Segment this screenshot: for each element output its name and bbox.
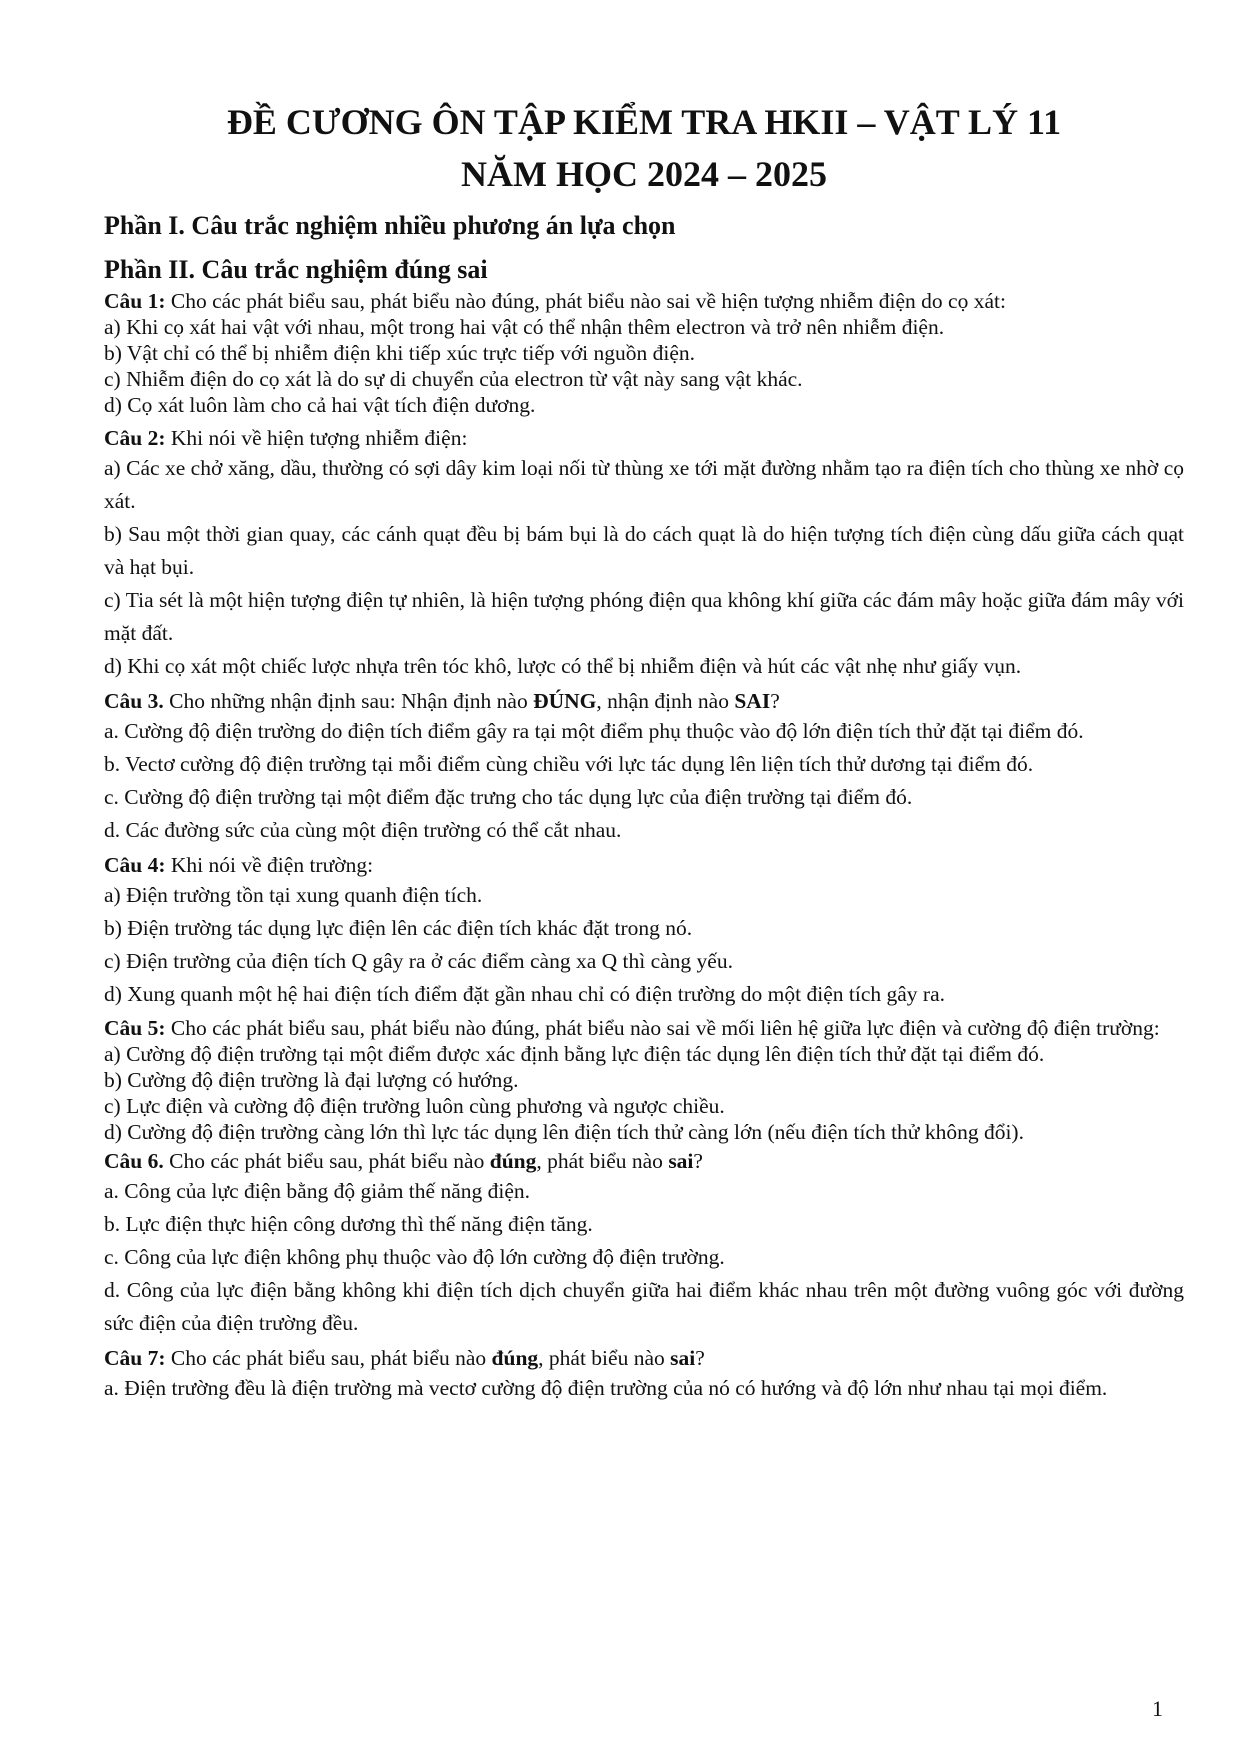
- question-3-option-a: a. Cường độ điện trường do điện tích điểm gây ra tại một điểm phụ thuộc vào độ lớn điện tích thử đặt tại điểm đó.: [104, 719, 1084, 743]
- question-2-label: Câu 2:: [104, 426, 166, 450]
- question-2-option-c: c) Tia sét là một hiện tượng điện tự nhiên, là hiện tượng phóng điện qua không khí giữa các đám mây hoặc giữa đám mây với mặt đất.: [104, 588, 1184, 645]
- question-5-label: Câu 5:: [104, 1016, 166, 1040]
- question-2: [104, 424, 1184, 683]
- question-3-emphasis-true: ĐÚNG: [533, 689, 597, 713]
- question-4-label: Câu 4:: [104, 853, 166, 877]
- question-3-label: Câu 3.: [104, 689, 164, 713]
- question-1-label: Câu 1:: [104, 289, 166, 313]
- question-6-label: Câu 6.: [104, 1149, 164, 1173]
- question-3-emphasis-false: SAI: [734, 689, 771, 713]
- question-5-text: Cho các phát biểu sau, phát biểu nào đúng, phát biểu nào sai về mối liên hệ giữa lực điện và cường độ điện trường:: [165, 1016, 1160, 1040]
- question-6-option-b: b. Lực điện thực hiện công dương thì thế năng điện tăng.: [104, 1212, 593, 1236]
- question-7-stem: [104, 1344, 1184, 1372]
- question-5-stem: [104, 1015, 1184, 1041]
- question-7-text-end: ?: [695, 1346, 705, 1370]
- question-1-text: Cho các phát biểu sau, phát biểu nào đúng, phát biểu nào sai về hiện tượng nhiễm điện do cọ xát:: [165, 289, 1006, 313]
- question-3: [104, 687, 1184, 847]
- question-6-text-end: ?: [693, 1149, 703, 1173]
- question-6-text: Cho các phát biểu sau, phát biểu nào: [163, 1149, 490, 1173]
- question-7-label: Câu 7:: [104, 1346, 166, 1370]
- question-4-option-b: b) Điện trường tác dụng lực điện lên các điện tích khác đặt trong nó.: [104, 916, 693, 940]
- question-2-stem: [104, 424, 1184, 452]
- question-1-option-b: b) Vật chỉ có thể bị nhiễm điện khi tiếp xúc trực tiếp với nguồn điện.: [104, 341, 696, 365]
- question-7-emphasis-true: đúng: [491, 1346, 539, 1370]
- question-6-option-a: a. Công của lực điện bằng độ giảm thế năng điện.: [104, 1179, 531, 1203]
- question-5-option-a: a) Cường độ điện trường tại một điểm được xác định bằng lực điện tác dụng lên điện tích thử đặt tại điểm đó.: [104, 1042, 1045, 1066]
- question-6-option-c: c. Công của lực điện không phụ thuộc vào độ lớn cường độ điện trường.: [104, 1245, 725, 1269]
- document-title-line2: NĂM HỌC 2024 – 2025: [461, 154, 827, 194]
- question-4-option-a: a) Điện trường tồn tại xung quanh điện tích.: [104, 883, 483, 907]
- question-7-option-a: a. Điện trường đều là điện trường mà vectơ cường độ điện trường của nó có hướng và độ lớn như nhau tại mọi điểm.: [104, 1376, 1108, 1400]
- question-5-option-d: d) Cường độ điện trường càng lớn thì lực tác dụng lên điện tích thử càng lớn (nếu điện tích thử không đổi).: [104, 1120, 1024, 1144]
- question-3-text: Cho những nhận định sau: Nhận định nào: [163, 689, 534, 713]
- question-6-emphasis-true: đúng: [489, 1149, 537, 1173]
- question-3-option-c: c. Cường độ điện trường tại một điểm đặc trưng cho tác dụng lực của điện trường tại điểm đó.: [104, 785, 913, 809]
- question-6-option-d: d. Công của lực điện bằng không khi điện tích dịch chuyển giữa hai điểm khác nhau trên một đường vuông góc với đường sức điện của điện trường đều.: [104, 1278, 1184, 1335]
- question-4-text: Khi nói về điện trường:: [165, 853, 374, 877]
- question-1-stem: [104, 288, 1184, 314]
- question-6-stem: [104, 1147, 1184, 1175]
- question-3-option-d: d. Các đường sức của cùng một điện trường có thể cắt nhau.: [104, 818, 622, 842]
- question-2-text: Khi nói về hiện tượng nhiễm điện:: [165, 426, 468, 450]
- question-3-option-b: b. Vectơ cường độ điện trường tại mỗi điểm cùng chiều với lực tác dụng lên liện tích thử dương tại điểm đó.: [104, 752, 1034, 776]
- document-page: [104, 96, 1184, 1405]
- question-3-stem: [104, 687, 1184, 715]
- question-4: [104, 851, 1184, 1011]
- question-4-stem: [104, 851, 1184, 879]
- question-7-text-mid: , phát biểu nào: [538, 1346, 671, 1370]
- question-1-option-c: c) Nhiễm điện do cọ xát là do sự di chuyển của electron từ vật này sang vật khác.: [104, 367, 803, 391]
- question-7: [104, 1344, 1184, 1405]
- section-heading-part1: Phần I. Câu trắc nghiệm nhiều phương án lựa chọn: [104, 211, 676, 240]
- question-1-option-a: a) Khi cọ xát hai vật với nhau, một trong hai vật có thể nhận thêm electron và trở nên nhiễm điện.: [104, 315, 945, 339]
- question-7-text: Cho các phát biểu sau, phát biểu nào: [165, 1346, 492, 1370]
- question-5-option-b: b) Cường độ điện trường là đại lượng có hướng.: [104, 1068, 519, 1092]
- section-heading-part2: Phần II. Câu trắc nghiệm đúng sai: [104, 255, 488, 284]
- question-7-emphasis-false: sai: [670, 1346, 696, 1370]
- question-2-option-a: a) Các xe chở xăng, dầu, thường có sợi dây kim loại nối từ thùng xe tới mặt đường nhằm tạo ra điện tích cho thùng xe nhờ cọ xát.: [104, 456, 1184, 513]
- question-3-text-end: ?: [770, 689, 780, 713]
- question-2-option-b: b) Sau một thời gian quay, các cánh quạt đều bị bám bụi là do cách quạt là do hiện tượng tích điện cùng dấu giữa cách quạt và hạt bụi.: [104, 522, 1184, 579]
- question-2-option-d: d) Khi cọ xát một chiếc lược nhựa trên tóc khô, lược có thể bị nhiễm điện và hút các vật nhẹ như giấy vụn.: [104, 654, 1022, 678]
- question-1-option-d: d) Cọ xát luôn làm cho cả hai vật tích điện dương.: [104, 393, 536, 417]
- page-number: 1: [1152, 1696, 1163, 1721]
- question-6-emphasis-false: sai: [668, 1149, 694, 1173]
- question-6: [104, 1147, 1184, 1340]
- question-5-option-c: c) Lực điện và cường độ điện trường luôn cùng phương và ngược chiều.: [104, 1094, 725, 1118]
- question-5: [104, 1015, 1184, 1145]
- question-1: [104, 288, 1184, 418]
- question-6-text-mid: , phát biểu nào: [536, 1149, 669, 1173]
- document-title-line1: ĐỀ CƯƠNG ÔN TẬP KIỂM TRA HKII – VẬT LÝ 11: [226, 102, 1062, 142]
- question-3-text-mid: , nhận định nào: [596, 689, 735, 713]
- question-4-option-d: d) Xung quanh một hệ hai điện tích điểm đặt gần nhau chỉ có điện trường do một điện tích gây ra.: [104, 982, 946, 1006]
- question-4-option-c: c) Điện trường của điện tích Q gây ra ở các điểm càng xa Q thì càng yếu.: [104, 949, 733, 973]
